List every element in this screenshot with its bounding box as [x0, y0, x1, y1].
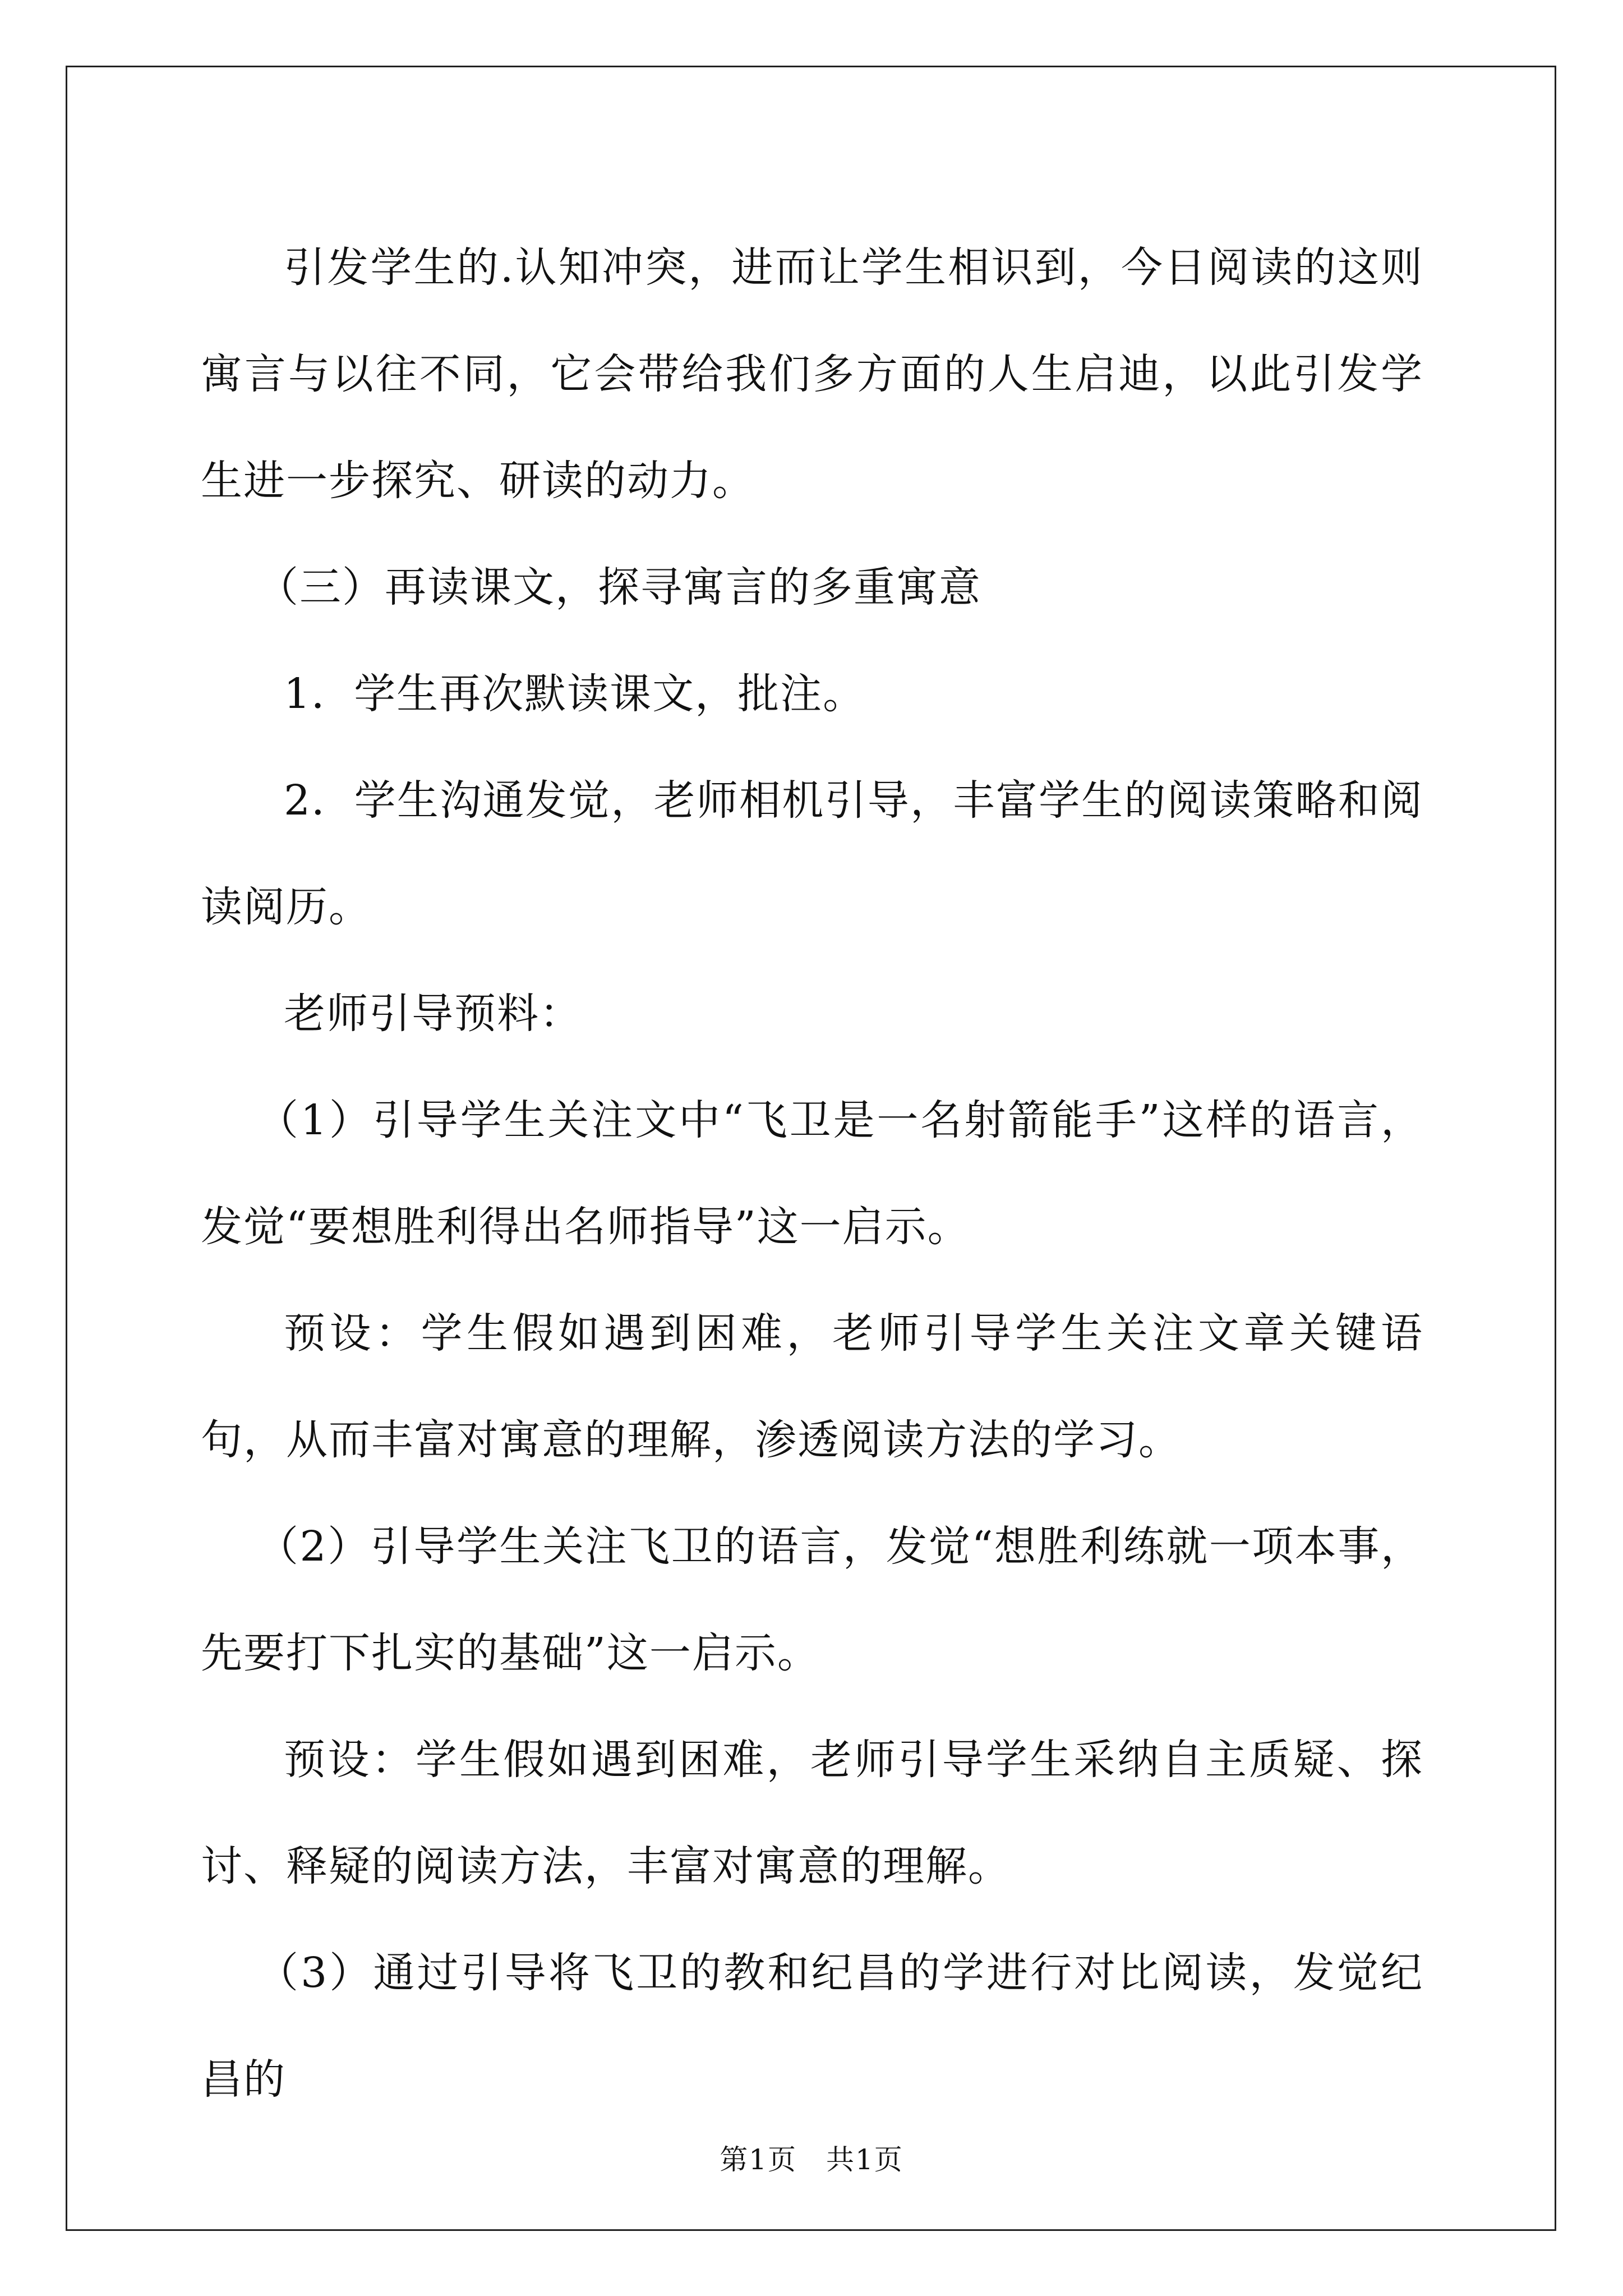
section-heading: （三）再读课文，探寻寓言的多重寓意 [257, 563, 981, 611]
paragraph-step-1: 1．学生再次默读课文，批注。 [284, 670, 866, 718]
paragraph-point-2: （2）引导学生关注飞卫的语言，发觉“想胜利练就一项本事，先要打下扎实的基础”这一启示。 [201, 1522, 1423, 1677]
paragraph-1: 引发学生的.认知冲突，进而让学生相识到，今日阅读的这则寓言与以往不同，它会带给我们多方面的人生启迪，以此引发学生进一步探究、研读的动力。 [201, 243, 1423, 505]
page-footer: 第1页 共1页 [720, 2143, 903, 2176]
paragraph-point-1: （1）引导学生关注文中“飞卫是一名射箭能手”这样的语言，发觉“要想胜利得出名师指导”这一启示。 [201, 1096, 1423, 1251]
paragraph-preset-2: 预设：学生假如遇到困难，老师引导学生采纳自主质疑、探讨、释疑的阅读方法，丰富对寓意的理解。 [201, 1736, 1423, 1890]
paragraph-point-3: （3）通过引导将飞卫的教和纪昌的学进行对比阅读，发觉纪昌的 [201, 1949, 1423, 2104]
paragraph-step-2: 2．学生沟通发觉，老师相机引导，丰富学生的阅读策略和阅读阅历。 [201, 776, 1423, 931]
paragraph-preset-1: 预设：学生假如遇到困难，老师引导学生关注文章关键语句，从而丰富对寓意的理解，渗透阅读方法的学习。 [201, 1309, 1423, 1464]
paragraph-guidance-label: 老师引导预料： [284, 990, 582, 1038]
document-body [201, 214, 1423, 2133]
